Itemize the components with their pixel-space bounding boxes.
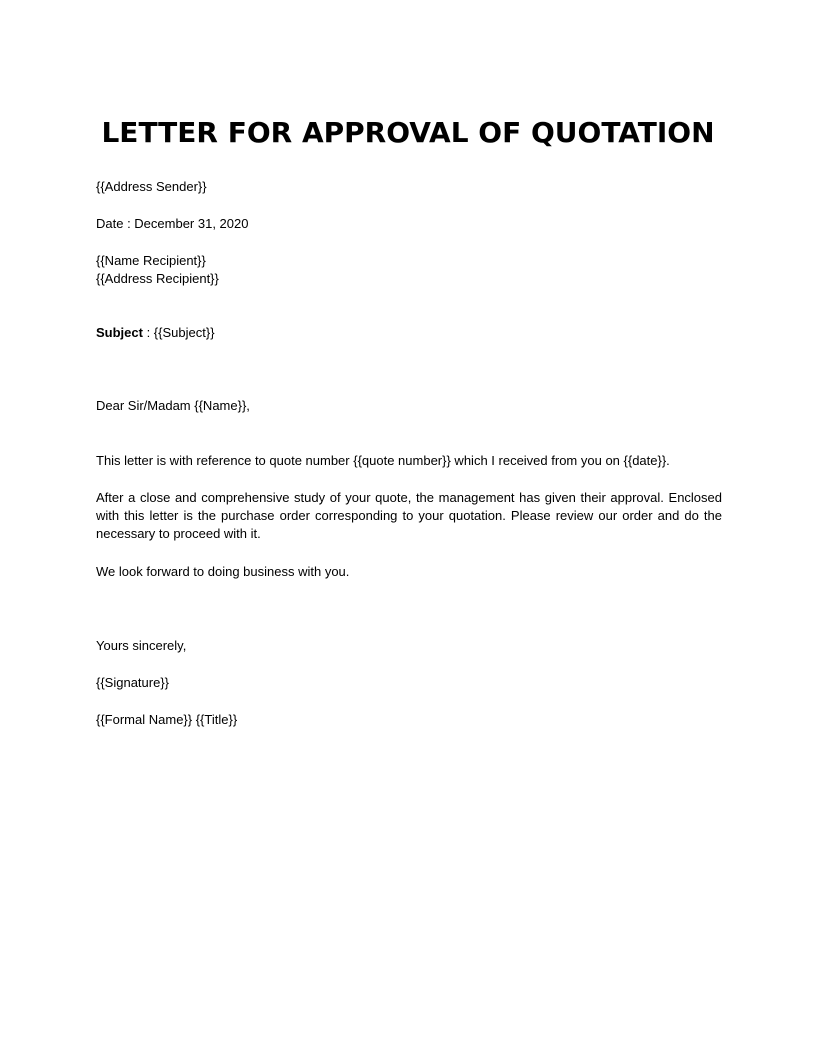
closing: Yours sincerely, [96,638,187,653]
address-recipient: {{Address Recipient}} [96,271,219,286]
formal-name-title: {{Formal Name}} {{Title}} [96,712,238,727]
name-recipient: {{Name Recipient}} [96,253,206,268]
date-line: Date : December 31, 2020 [96,216,249,231]
subject-label: Subject [96,325,143,340]
address-sender: {{Address Sender}} [96,179,207,194]
paragraph-reference: This letter is with reference to quote number {{quote number}} which I received from you on {{date}}. [96,453,670,468]
page-title: LETTER FOR APPROVAL OF QUOTATION [101,116,715,149]
signature-placeholder: {{Signature}} [96,675,170,690]
paragraph-approval: After a close and comprehensive study of your quote, the management has given their approval. Enclosed with this letter is the purchase order corresponding to your quotation. Please review our order and do the necessary to proceed with it. [96,490,722,541]
subject-line [96,324,215,342]
paragraph-closing-remark: We look forward to doing business with you. [96,564,350,579]
salutation: Dear Sir/Madam {{Name}}, [96,398,250,413]
subject-value: : {{Subject}} [142,325,215,340]
